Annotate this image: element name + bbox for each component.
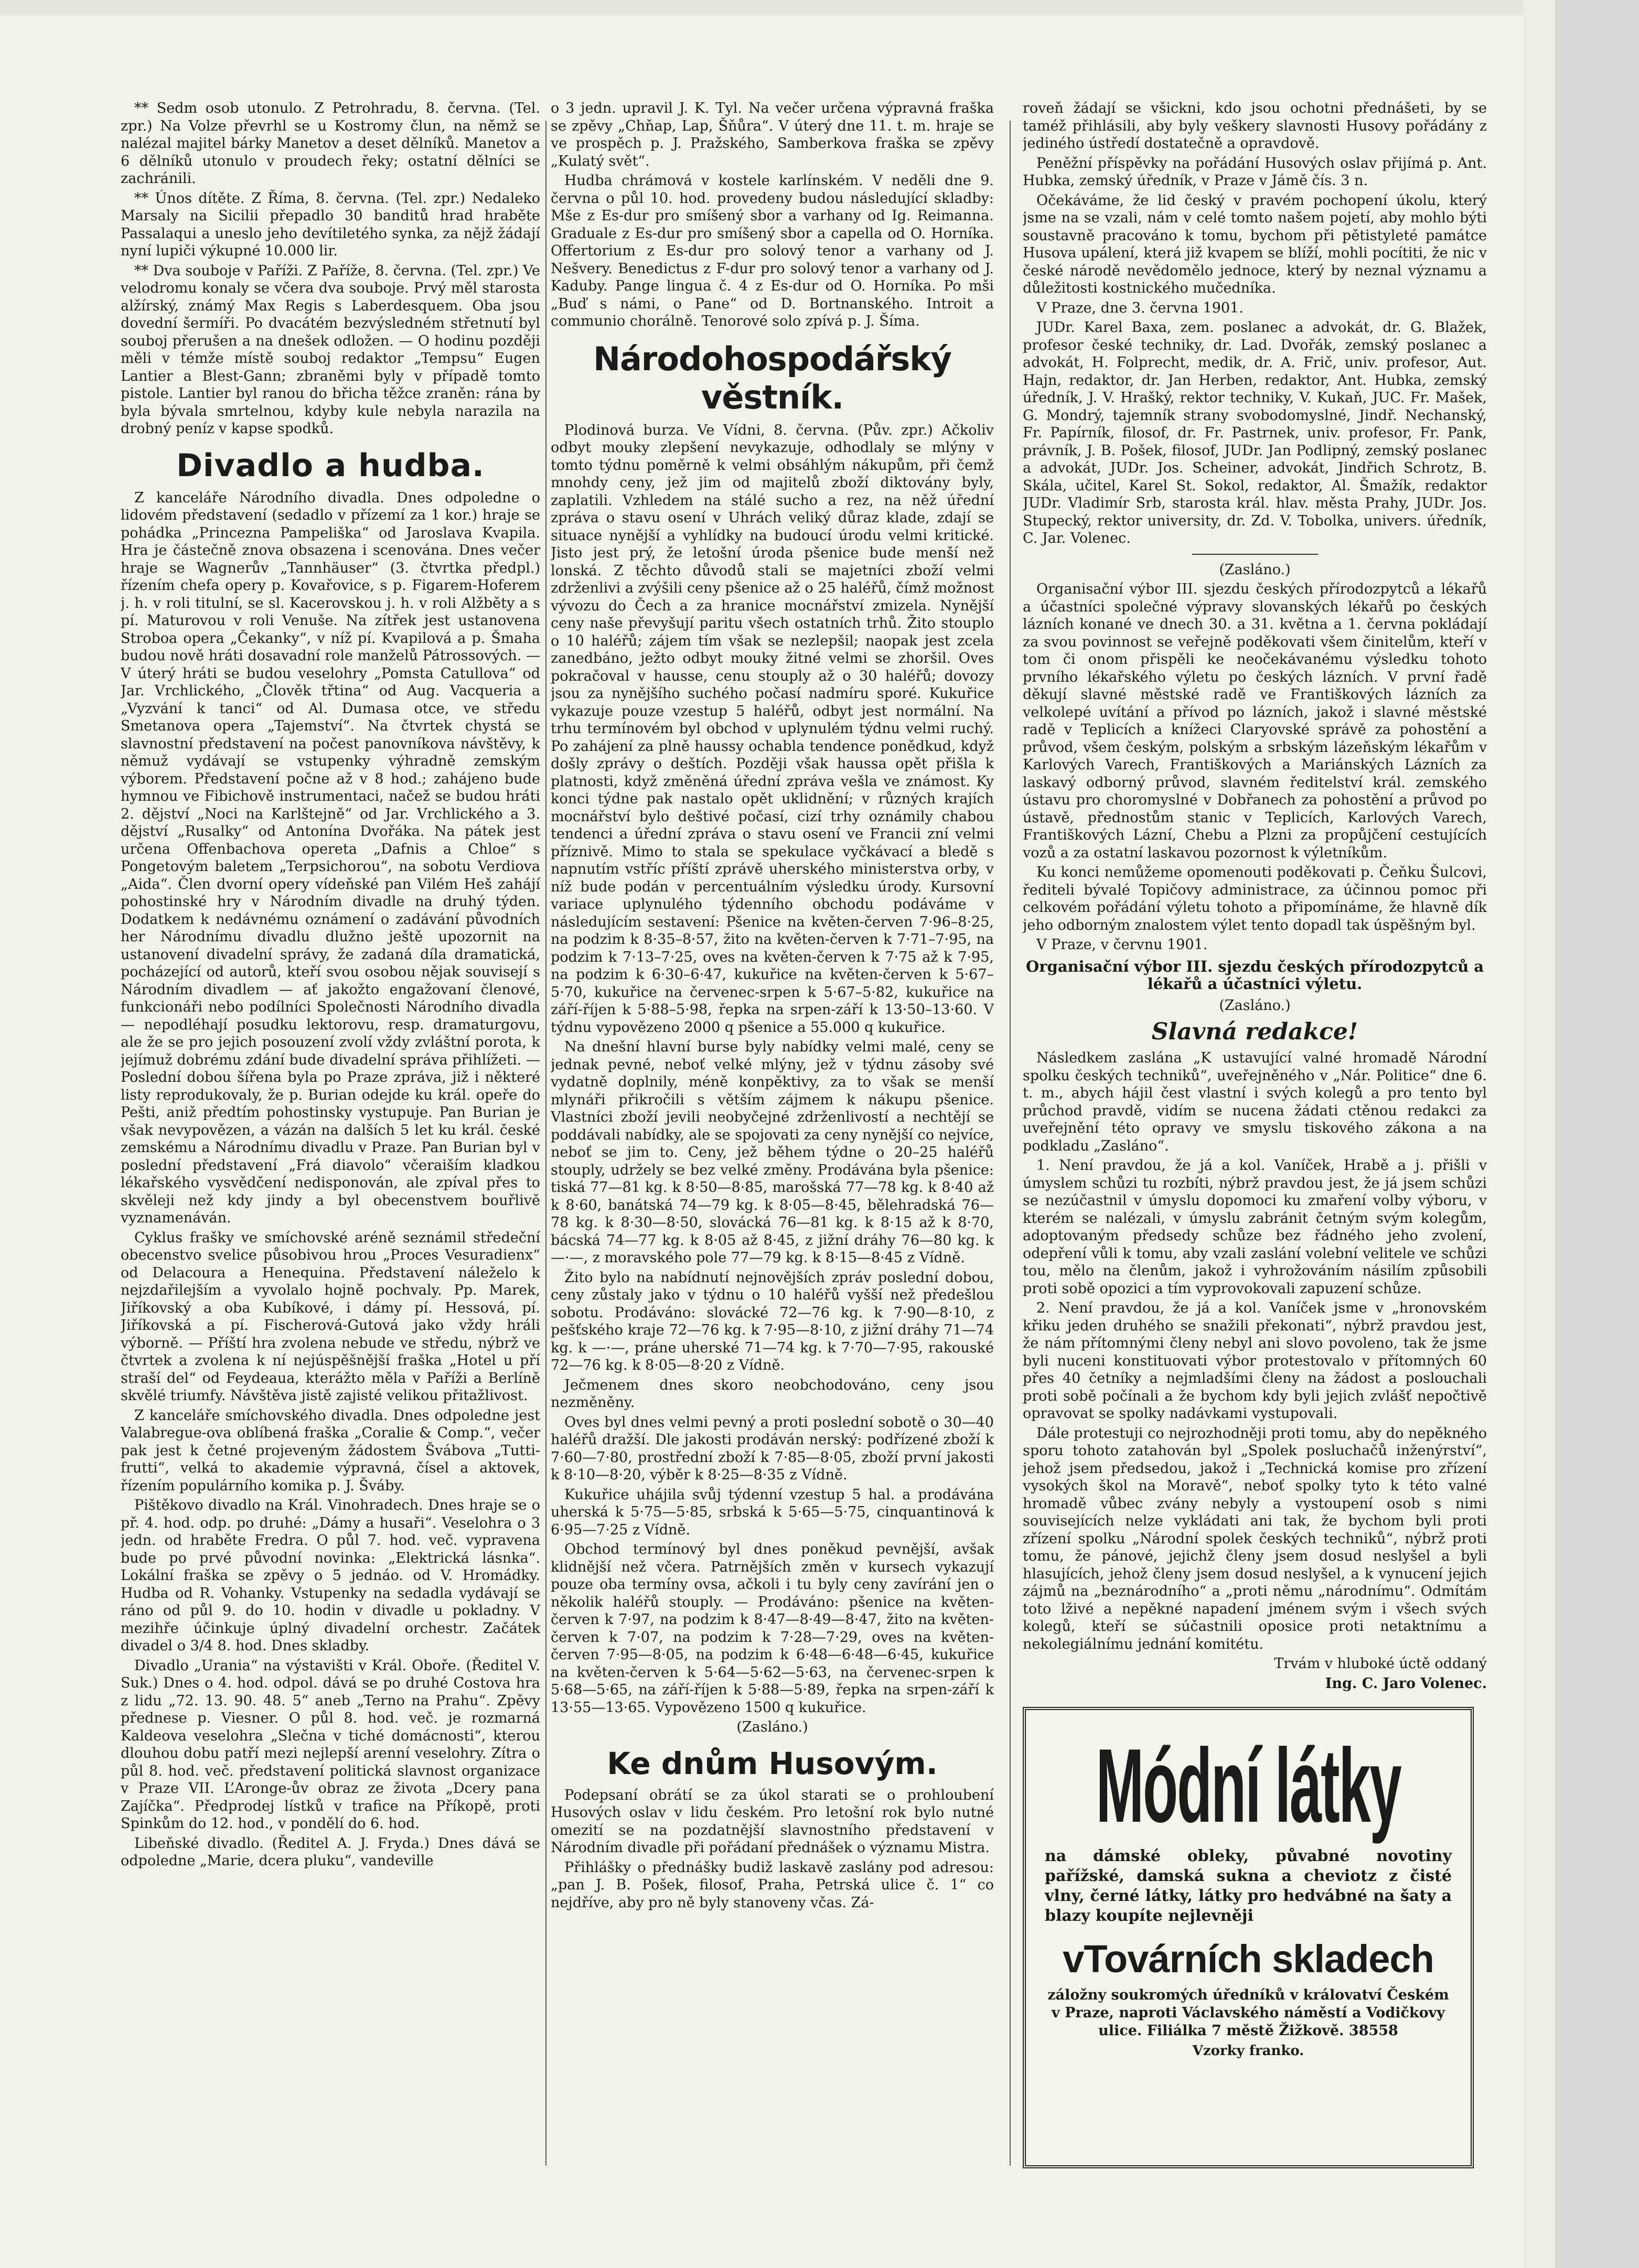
economy-item-jecmen: Ječmenem dnes skoro neobchodováno, ceny jsou nezměněny.	[551, 1377, 994, 1411]
economy-item-kukurice: Kukuřice uhájila svůj týdenní vzestup 5 hal. a prodávána uherská k 5·75—5·85, srbská k 5·65—5·75, cinquantinová k 6·95—7·25 z Vídně.	[551, 1486, 994, 1538]
ad-title: Módní látky	[1096, 1727, 1401, 1844]
scan-edge-inner	[1524, 0, 1555, 2268]
hus-item-cont: roveň žádají se všickni, kdo jsou ochotni přednášeti, by se taméž přihlásili, aby byly veškery slavnosti Husovy pořádány z jediného ústředí dostatečně a opravdově.	[1023, 100, 1487, 152]
hus-item-signatories: JUDr. Karel Baxa, zem. poslanec a advokát, dr. G. Blažek, profesor české techniky, dr. Lad. Dvořák, zemský poslanec a advokát, H. Folprecht, medik, dr. A. Frič, univ. profesor, Aut. Hajn, redaktor, dr. Jan Herben, redaktor, Ant. Hubka, zemský úředník, J. V. Hrašký, rektor techniky, V. Kukaň, JUC. Fr. Mašek, G. Mondrý, tajemník strany svobodomyslné, Jindř. Nechanský, Fr. Papírník, filosof, dr. Fr. Pastrnek, univ. profesor, Fr. Pank, právník, J. B. Pošek, filosof, JUDr. Jan Podlipný, zemský poslanec a advokát, JUDr. Jos. Scheiner, advokát, Jindřich Schrotz, B. Skála, učitel, Karel St. Sokol, redaktor, Al. Šmažík, redaktor JUDr. Vladimír Srb, starosta král. hlav. města Prahy, JUDr. Jos. Stupecký, rektor university, dr. Zd. V. Tobolka, univers. úředník, C. Jar. Volenec.	[1023, 319, 1487, 546]
theatre-item-liben-cont: o 3 jedn. upravil J. K. Tyl. Na večer určena výpravná fraška se zpěvy „Chňap, Lap, Šňůra“. V úterý dne 11. t. m. hraje se ve prospěch p. J. Pražského, Samberkova fraška se zpěvy „Kulatý svět“.	[551, 100, 994, 169]
economy-item-burza: Plodinová burza. Ve Vídni, 8. června. (Pův. zpr.) Ačkoliv odbyt mouky zlepšení nevykazuje, odhodlaly se mlýny v tomto týdnu poměrně k velmi obsáhlým nákupům, při čemž mnohdy ceny, jež jim od majitelů zboží diktovány byly, zaplatili. Vzhledem na stálé sucho a rez, na něž úřední zpráva o stavu osení v Uhrách veliký důraz klade, zdají se situace nynější a vyhlídky na budoucí úrodu velmi kritické. Jisto jest prý, že letošní úroda pšenice bude menší než lonská. Z těchto důvodů stali se majetníci zboží velmi zdrženlivi a zvýšili ceny pšenice až o 25 haléřů, čímž možnost vývozu do Čech a za hranice mocnářství zmizela. Nynější ceny naše převyšují paritu všech ostatních trhů. Žito stouplo o 10 haléřů; zájem tím však se nezlepšil; naopak jest zcela zanedbáno, ježto odbyt mouky žitné velmi se zhoršil. Oves pokračoval v hausse, cenu stouply až o 30 haléřů; dovozy jsou za nynějšího suchého počasí nadmíru sporé. Kukuřice vykazuje pouze vzestup 5 haléřů, odbyt jest normální. Na trhu termínovém byl obchod v uplynulém týdnu velmi ruchý. Po zahájení za plně haussy ochabla tendence ponědkud, když došly zprávy o deštích. Později však haussa opět přišla k platnosti, když změněná úřední zpráva vešla ve známost. Ky konci týdne pak nastalo opět uklidnění; v různých krajích mocnářství bylo deštivé počasí, cizí trhy oznámily chabou tendenci a úřední zpráva o stavu osení ve Francii zní velmi příznivě. Mimo to stala se spekulace vyčkávací a bledě s napnutím vstříc příští zprávě uherského ministerstva orby, v níž bude podán v percentuálním výsledku úrody. Kursovní variace uplynulého týdenního obchodu podáváme v následujícím sestavení: Pšenice na květen-červen 7·96–8·25, na podzim k 8·35–8·57, žito na květen-červen k 7·71–7·95, na podzim k 7·13–7·25, oves na květen-červen k 7·75 až k 7·95, na podzim k 6·30–6·47, kukuřice na květen-červen k 5·67–5·70, kukuřice na červenec-srpen k 5·67–5·82, kukuřice na září-říjen k 5·88–5·98, řepka na srpen-září k 13·50–13·60. V týdnu vypovězeno 2000 q pšenice a 55.000 q kukuřice.	[551, 422, 994, 1036]
economy-item-terminovy: Obchod termínový byl dnes poněkud pevnější, avšak klidnější než včera. Patrnějších změn v kursech vykazují pouze oba termíny ovsa, ačkoli i tu byly ceny zavírání jen o několik haléřů stouply. — Prodáváno: pšenice na květen-červen k 7·97, na podzim k 8·47—8·49—8·47, žito na květen-červen k 7·07, na podzim k 7·28—7·29, oves na květen-červen 7·95—8·05, na podzim k 6·48—6·48—6·45, kukuřice na květen-červen k 5·64—5·62—5·63, na červenec-srpen k 5·68—5·65, na září-říjen k 5·88—5·89, řepka na srpen-září k 13·55—13·65. Vypovězeno 1500 q kukuřice.	[551, 1541, 994, 1716]
theatre-item-narodni: Z kanceláře Národního divadla. Dnes odpoledne o lidovém představení (sedadlo v přízemí za 1 kor.) hraje se pohádka „Princezna Pampeliška“ od Jaroslava Kvapila. Hra je částečně znova obsazena i scenována. Dnes večer hraje se Wagnerův „Tannhäuser“ (3. čtvrtka předpl.) řízením chefa opery p. Kovařovice, s p. Figarem-Hoferem j. h. v roli titulní, se sl. Kacerovskou j. h. v roli Alžběty a s pí. Maturovou v roli Venuše. Na zítřek jest ustanovena Stroboa opera „Čekanky“, v níž pí. Kvapilová a p. Šmaha budou nově hráti dosavadní role manželů Pátrossových. — V úterý hráti se budou veselohry „Pomsta Catullova“ od Jar. Vrchlického, „Člověk třtina“ od Aug. Vacqueria a „Vyzvání k tanci“ od Al. Dumasa otce, ve středu Smetanova opera „Tajemství“. Na čtvrtek chystá se slavnostní představení na počest panovníkova návštěvy, k němuž vydávají se vstupenky výhradně zemským výborem. Představení počne až v 8 hod.; zahájeno bude hymnou ve Fibichově instrumentaci, načež se budou hráti 2. dějství „Noci na Karlštejně“ od Jar. Vrchlického a 3. dějství „Rusalky“ od Antonína Dvořáka. Na pátek jest určena Offenbachova opereta „Dafnis a Chloe“ s Pongetovým baletem „Terpsichorou“, na sobotu Verdiova „Aida“. Člen dvorní opery vídeňské pan Vilém Heš zahájí pohostinské hry v Národním divadle na druhý týden. Dodatkem k nedávnému oznámení o zadávání původních her Národnímu divadlu dlužno ještě upozornit na ustanovení divadelní správy, že zadaná díla dramatická, pocházející od autorů, kteří svou osobou nějak souvisejí s Národním divadlem — ať jakožto engažovaní členové, funkcionáři nebo podílníci Společnosti Národního divadla — nepodléhají posudku lektorovu, resp. dramaturgovu, ale že se pro jejich posouzení zvolí vždy zvláštní porota, k jejímuž dobrému zdání bude divadelní správa přihlížeti. — Poslední dobou šířena byla po Praze zpráva, již i některé listy reprodukovaly, že p. Burian odejde ku král. opeře do Pešti, aniž předtím pohostinsky vystupuje. Pan Burian je však nevypovězen, a vázán na dalších 5 let ku král. české zemskému a Národnímu divadlu v Praze. Pan Burian byl v poslední představení „Frá diavolo“ včeraiším kladkou lékařského vysvědčení nedisponován, ale zpíval přes to skvěleji než kdy jindy a byl obecenstvem bouřlivě vyznamenáván.	[121, 489, 540, 1226]
economy-item-oves: Oves byl dnes velmi pevný a proti poslední sobotě o 30—40 haléřů dražší. Dle jakosti prodáván nerský: podřízené zboží k 7·60—7·80, prostřední zboží k 7·85—8·05, zboží první jakosti k 8·10—8·20, výběr k 8·25—8·35 z Vídně.	[551, 1414, 994, 1483]
theatre-item-liben: Libeňské divadlo. (Ředitel A. J. Fryda.) Dnes dává se odpoledne „Marie, dcera pluku“, vandeville	[121, 1835, 540, 1869]
section-heading-narodohospodarsky: Národohospodářský věstník.	[593, 339, 951, 416]
section-heading-divadlo: Divadlo a hudba.	[176, 447, 485, 484]
zaslano-label-3: (Zasláno.)	[1219, 997, 1291, 1014]
letter-point-1: 1. Není pravdou, že já a kol. Vaníček, Hrabě a j. přišli v úmyslem schůzi tu rozbíti, nýbrž pravdou jest, že já jsem schůzi se nezúčastnil v úmyslu dopomoci ku zmaření volby výboru, v kterém se nalézali, v úmyslu zabránit četným svým kolegům, adoptovaným předsedy schůze bez řádného jeho zvolení, odepření vůli k tomu, aby vzali zaslání volební velitele ve schůzi tou, mělo na členům, jakož i vyhrožováním násilím způsobili proti sobě opozici a tím vyprovokovali zapuzení schůze.	[1023, 1157, 1487, 1297]
theatre-item-smichov-arena: Cyklus frašky ve smíchovské aréně seznámil středeční obecenstvo svelice působivou hrou „Proces Vesuradienx“ od Delacoura a Henequina. Představení náleželo k nejzdařilejším a vyvolalo hojně pochvaly. Pp. Marek, Jiříkovský a oba Kubíkové, i dámy pí. Hessová, pí. Jiříkovská a pí. Fischerová-Gutová jako vždy hráli výborně. — Příští hra zvolena nebude ve středu, nýbrž ve čtvrtek a zvolena k ní nejúspěšnější fraška „Hotel u pří straší del“ od Feydeaua, kterážto měla v Paříži a Berlíně skvělé triumfy. Návštěva jistě zajisté velikou přitažlivost.	[121, 1229, 540, 1404]
ad-text: na dámské obleky, půvabné novotiny pařížské, damská sukna a cheviotz z čisté vlny, černé látky, látky pro hedvábné na šaty a blazy koupíte nejlevněji	[1045, 1847, 1452, 1925]
column-rule-2	[1010, 121, 1011, 2166]
letter-signature: Ing. C. Jaro Volenec.	[1325, 1675, 1487, 1692]
hus-item-date: V Praze, dne 3. června 1901.	[1036, 299, 1244, 316]
sjezd-item-thanks: Organisační výbor III. sjezdu českých přírodozpytců a lékařů a účastníci společné výpravy slovanských lékařů po českých lázních konané ve dnech 30. a 31. května a 1. června pokládají za svou povinnost se veřejně poděkovati všem činitelům, kteří v tom či onom přispěli ke neočekávanému výsledku tohoto prvního lékařského výletu po českých lázních. V první řadě děkují slavné městské radě ve Františkových lázních za velkolepé uvítání a přívod po lázních, jakož i slavné městské radě v Teplicích a knížeci Claryovské správě za pohostění a průvod, všem českým, polským a srbským lázeňským lékařům v Karlových Varech, Františkových a Mariánských Lázních za laskavý odborný průvod, slavném ředitelství král. zemského ústavu pro choromyslné v Dobřanech za pohostění a průvod po ústavě, přednostům stanic v Teplicích, Karlových Varech, Františkových Lázní, Chebu a Plzni za propůjčení cestujících vozů a za ostatní laskavou pozornost k výletníkům.	[1023, 581, 1487, 861]
column-2	[551, 100, 994, 2176]
divider	[1192, 554, 1318, 555]
news-item-utonuli: ** Sedm osob utonulo. Z Petrohradu, 8. června. (Tel. zpr.) Na Volze převrhl se u Kostromy člun, na němž se nalézal majitel bárky Manetov a deset dělníků. Manetov a 6 dělníků utonulo v proudech řeky; ostatní dělníci se zachránili.	[121, 100, 540, 187]
zaslano-label-2: (Zasláno.)	[1219, 561, 1291, 578]
page-top-shadow	[0, 0, 1639, 16]
advertisement-box	[1023, 1707, 1474, 2168]
column-rule-1	[545, 121, 547, 2166]
music-item-karlin: Hudba chrámová v kostele karlínském. V neděli dne 9. června o půl 10. hod. provedeny budou následující skladby: Mše z Es-dur pro smíšený sbor a varhany od Ig. Reimanna. Graduale z Es-dur pro smíšený sbor a capella od O. Horníka. Offertorium z Es-dur pro solový tenor a varhany od J. Nešvery. Benedictus z F-dur pro solový tenor a varhany od J. Kaduby. Pange lingua č. 4 z Es-dur od O. Horníka. Po mši „Buď s námi, o Pane“ od D. Bortnanského. Introit a communio chorálně. Tenorové solo zpívá p. J. Šíma.	[551, 173, 994, 329]
column-1	[121, 100, 540, 2171]
news-item-unos-ditete: ** Únos dítěte. Z Říma, 8. června. (Tel. zpr.) Nedaleko Marsaly na Sicilii přepadlo 30 banditů hrad hraběte Passalaqui a uneslo jeho devítiletého synka, za nějž žádají nyní lupiči výkupné 10.000 lir.	[121, 190, 540, 259]
hus-item-ocekavame: Očekáváme, že lid český v pravém pochopení úkolu, který jsme na se vzali, nám v celé tomto našem pojetí, aby mohlo býti soustavně pracováno k tomu, bychom při pětistyleté památce Husova upálení, která již kvapem se blíží, mohli pocítiti, že nic v české národě nevědomělo jednoce, který by neznal významu a důležitosti kostnického mučedníka.	[1023, 192, 1487, 296]
letter-protest: Dále protestuji co nejrozhodněji proti tomu, aby do nepěkného sporu tohoto zatahován byl „Spolek posluchačů inženýrství“, jehož jsem předsedou, jakož i „Technická komise pro zřízení vysokých škol na Moravě“, neboť spolky tyto k této valné hromadě vůbec zvány nebyly a vystoupení osob s nimi souvisejících nelze vykládati ani tak, že bychom byli proti zřízení spolku „Národní spolek českých techniků“, nýbrž proti tomu, že pánové, jejichž členy jsem dosud neslyšel a byli hlasujících, jehož členy jsem dosud neslyšel, a k vynucení jejich zájmů na „beznárodního“ a „proti němu „národnímu“. Odmítám toto lživé a nepěkné napadení jménem svým i všech svých kolegů, kteří se súčastnili oposice proti netaktnímu a nekolegiálnímu jednání komitétu.	[1023, 1425, 1487, 1652]
sjezd-item-date: V Praze, v červnu 1901.	[1036, 937, 1208, 953]
theatre-item-pistekovo: Pištěkovo divadlo na Král. Vinohradech. Dnes hraje se o př. 4. hod. odp. po druhé: „Dámy a husaři“. Veselohra o 3 jedn. od hraběte Fredra. O půl 7. hod. več. vypravena bude po prvé původní novinka: „Elektrická lásnka“. Lokální fraška se zpěvy o 5 jednáo. od V. Hromádky. Hudba od R. Vohanky. Vstupenky na sedadla vydávají se ráno od půl 9. do 10. hodin v divadle u pokladny. V mezihře účinkuje úplný divadelní orchestr. Začátek divadel o 3/4 8. hod. Dnes skladby.	[121, 1497, 540, 1654]
hus-item-prispevky: Peněžní příspěvky na pořádání Husových oslav přijímá p. Ant. Hubka, zemský úředník, v Praze v Jámě čís. 3 n.	[1023, 155, 1487, 189]
hus-item-prihlasky: Přihlášky o přednášky budiž laskavě zaslány pod adresou: „pan J. B. Pošek, filosof, Praha, Petrská ulice č. 1“ co nejdříve, aby pro ně byly stanoveny včas. Zá-	[551, 1859, 994, 1911]
letter-closing: Trvám v hluboké úctě oddaný	[1274, 1656, 1487, 1672]
ad-store-name: vTovárních skladech	[1063, 1937, 1434, 1981]
zaslano-label: (Zasláno.)	[736, 1719, 808, 1735]
theatre-item-smichov-divadlo: Z kanceláře smíchovského divadla. Dnes odpoledne jest Valabregue-ova oblíbená fraška „Coralie & Comp.“, večer pak jest k četné projeveným žádostem Švábova „Tutti-frutti“, velká to akademie výpravná, čísel a aktovek, řízením populárního komika p. J. Šváby.	[121, 1407, 540, 1494]
section-heading-husovym: Ke dnům Husovým.	[607, 1745, 938, 1781]
ad-address: záložny soukromých úředníků v královatví Českém v Praze, naproti Václavského náměstí a Vodičkovy ulice. Filiálka 7 městě Žižkově. 38558	[1047, 1987, 1449, 2039]
hus-item-intro: Podepsaní obrátí se za úkol starati se o prohloubení Husových oslav v lidu českém. Pro letošní rok bylo nutné omezití se na pozdatnější slavnostního představení v Národním divadle při pořádaní přednášek o významu Mistra.	[551, 1787, 994, 1856]
economy-item-psenice: Na dnešní hlavní burse byly nabídky velmi malé, ceny se jednak pevné, neboť velké mlýny, jež v týdnu zásoby své vydatně doplnily, méně konpěktivy, za to však se menší mlynáři přikročili s větším zájmem k nákupu pšenice. Vlastníci zboží jevili neobyčejné zdrženlivostí a nechtějí se poddávali nabídky, ale se spojovati za ceny nynější co nejvíce, neboť se jim to. Ceny, jež během týdne o 20–25 haléřů stouply, udržely se bez velké změny. Prodávána byla pšenice: tiská 77—81 kg. k 8·50—8·85, marošská 77—78 kg. k 8·40 až k 8·60, banátská 74—79 kg. k 8·05—8·45, bělehradská 76—78 kg. k 8·30—8·50, slovácká 76—81 kg. k 8·15 až k 8·70, bácská 74—77 kg. k 8·05 až 8·45, z jižní dráhy 76—80 kg. k —·—, z moravského pole 77—79 kg. k 8·15—8·45 z Vídně.	[551, 1039, 994, 1266]
sjezd-signature: Organisační výbor III. sjezdu českých přírodozpytců a lékařů a účastníci výletu.	[1025, 957, 1484, 993]
theatre-item-urania: Divadlo „Urania“ na výstavišti v Král. Oboře. (Ředitel V. Suk.) Dnes o 4. hod. odpol. dává se po druhé Costova hra z lidu „72. 13. 90. 48. 5“ aneb „Terno na Prahu“. Zpěvy přednese p. Viesner. O půl 8. hod. več. je rozmarná Kaldeova veselohra „Slečna v tiché domácnosti“, kterou dlouhou dobu patří mezi nejlepší arenní veselohry. Zítra o půl 8. hod. več. představení politická slavnost organizace v Praze VII. L’Aronge-ův obraz ze života „Dcery pana Zajíčka“. Předprodej lístků v trafice na Příkopě, proti Spinkům do 12. hod., v pondělí do 6. hod.	[121, 1657, 540, 1832]
letter-salutation: Slavná redakce!	[1151, 1018, 1358, 1045]
economy-item-zito: Žito bylo na nabídnutí nejnovějších zpráv poslední dobou, ceny zůstaly jako v týdnu o 10 haléřů vyšší než předešlou sobotu. Prodáváno: slovácké 72—76 kg. k 7·90—8·10, z pešťského kraje 72—76 kg. k 7·95—8·10, z jižní dráhy 71—74 kg. k —·—, práne uherské 71—74 kg. k 7·70—7·95, rakouské 72—76 kg. k 8·05—8·20 z Vídně.	[551, 1269, 994, 1373]
sjezd-item-sulc: Ku konci nemůžeme opomenouti poděkovati p. Čeňku Šulcovi, řediteli bývalé Topičovy administrace, za účinnou pomoc při celkovém pořádání výletu tohoto a připomínáme, že hlavně dík jeho odborným znalostem výlet tento dopadl tak úspěšným byl.	[1023, 864, 1487, 933]
ad-samples: Vzorky franko.	[1192, 2043, 1304, 2059]
news-item-souboje: ** Dva souboje v Paříži. Z Paříže, 8. června. (Tel. zpr.) Ve velodromu konaly se včera dva souboje. Prvý měl starosta alžírský, známý Max Regis s Laberdesquem. Oba jsou dovední šermíři. Po dvacátém bezvýsledném střetnutí byl souboj přerušen a na dnešek odložen. — O hodinu později měli v témže místě souboj redaktor „Tempsu“ Eugen Lantier a Blest-Gann; zbraněmi byly v případě tomto pistole. Lantier byl ranou do břicha těžce zraněn: rána by byla bývala smrtelnou, kdyby kule nebyla narazila na drobný peníz v kapse spodků.	[121, 262, 540, 437]
letter-intro: Následkem zaslána „K ustavující valné hromadě Národní spolku českých techniků“, uveřejněného v „Nár. Politice“ dne 6. t. m., abych hájil čest vlastní i svých kolegů a pro tento byl průchod pravdě, vidím se nucena žádati ctěnou redakci za uveřejnění této opravy ve smyslu tiskového zákona a na podkladu „Zasláno“.	[1023, 1050, 1487, 1154]
letter-point-2: 2. Není pravdou, že já a kol. Vaníček jsme v „hronovském křiku jeden druhého se snažili překonati“, nýbrž pravdou jest, že nám přítomnými členy nebyl ani slovo povoleno, tak že jsme byli nuceni konstituovati výbor protestovalo v přítomných 60 přes 40 četníky a nejmladšími členy na žádost a poslouchali proti sobě počínali a že bychom kdy byli jejich zvlášť nepočtivě opravovat se spolky nadávkami vystupovali.	[1023, 1300, 1487, 1422]
